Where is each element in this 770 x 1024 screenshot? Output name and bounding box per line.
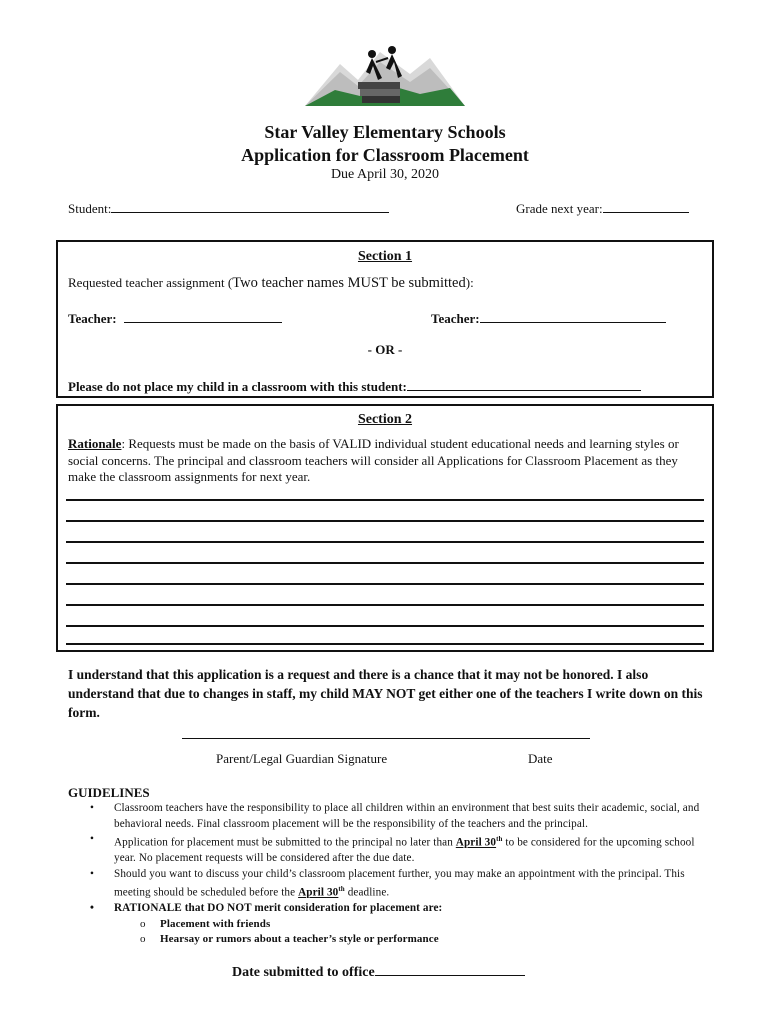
circle-bullet-icon: o [140, 933, 146, 946]
guideline-item: • Application for placement must be submitted to the principal no later than April 30th to be considered for the upcoming school year. No placement requests will be considered after the due date. [90, 833, 695, 865]
rationale-line [66, 583, 704, 585]
due-date: Due April 30, 2020 [330, 167, 440, 182]
grade-input[interactable] [603, 198, 689, 213]
page-title: Star Valley Elementary Schools [264, 122, 506, 142]
student-field-row [68, 198, 389, 217]
guidelines-list [68, 801, 708, 948]
guideline-subitem: o Placement with friends [68, 917, 708, 933]
teacher-2-label: Teacher: [431, 311, 480, 326]
guideline-item: • Should you want to discuss your child’s classroom placement further, you may make an appointment with the principal. This meeting should be scheduled before the April 30th deadline. [90, 867, 685, 899]
teacher-1-input[interactable] [124, 308, 282, 323]
exclude-student-row [68, 376, 641, 395]
rationale-line [66, 541, 704, 543]
guidelines-heading: GUIDELINES [68, 785, 150, 800]
teacher-2-row [431, 308, 666, 327]
page-subtitle: Application for Classroom Placement [241, 145, 529, 165]
signature-line[interactable] [182, 738, 590, 739]
teacher-1-label: Teacher: [68, 311, 117, 326]
rationale-label: Rationale [68, 436, 122, 451]
bullet-icon: • [90, 833, 95, 845]
grade-field-row [516, 198, 689, 217]
circle-bullet-icon: o [140, 917, 146, 930]
rationale-line [66, 625, 704, 627]
exclude-student-label: Please do not place my child in a classroom with this student: [68, 379, 407, 394]
rationale-line [66, 562, 704, 564]
rationale-line [66, 604, 704, 606]
acknowledgement-text: I understand that this application is a request and there is a chance that it may not be honored. I also understand that due to changes in staff, my child MAY NOT get either one of the teachers I write down on this form. [68, 667, 703, 720]
student-input[interactable] [111, 198, 389, 213]
or-divider: - OR - [367, 342, 403, 357]
date-submitted-row [232, 961, 525, 981]
rationale-input[interactable] [66, 494, 704, 644]
guideline-item: • RATIONALE that DO NOT merit consideration for placement are: [68, 901, 708, 917]
school-logo [300, 44, 470, 116]
requested-teacher-text: Requested teacher assignment (Two teacher names MUST be submitted): [68, 275, 474, 291]
section-2-title: Section 2 [357, 412, 413, 427]
bullet-icon: • [90, 867, 95, 880]
grade-label: Grade next year: [516, 201, 603, 216]
bullet-icon: • [90, 802, 95, 814]
guideline-item: • Classroom teachers have the responsibility to place all children within an environment that best suits their academic, social, and behavioral needs. Final classroom placement will be the responsibility of the teachers and the principal. [90, 802, 700, 830]
date-submitted-label: Date submitted to office [232, 965, 375, 980]
student-label: Student: [68, 201, 112, 216]
teacher-1-row [68, 308, 282, 327]
signature-label: Parent/Legal Guardian Signature [216, 751, 388, 766]
guideline-subitem: o Hearsay or rumors about a teacher’s style or performance [68, 932, 708, 948]
date-submitted-input[interactable] [375, 961, 525, 976]
section-1-title: Section 1 [357, 249, 413, 264]
rationale-text: Rationale: Requests must be made on the basis of VALID individual student educational needs and learning styles or social concerns. The principal and classroom teachers will consider all Applications for Classroom Placement as they make the classroom assignments for next year. [68, 436, 679, 484]
date-label: Date [528, 751, 553, 766]
rationale-line [66, 520, 704, 522]
section-1-box [56, 240, 714, 398]
teacher-2-input[interactable] [480, 308, 666, 323]
exclude-student-input[interactable] [407, 376, 641, 391]
bullet-icon: • [90, 902, 95, 915]
rationale-line [66, 643, 704, 645]
rationale-line [66, 499, 704, 501]
